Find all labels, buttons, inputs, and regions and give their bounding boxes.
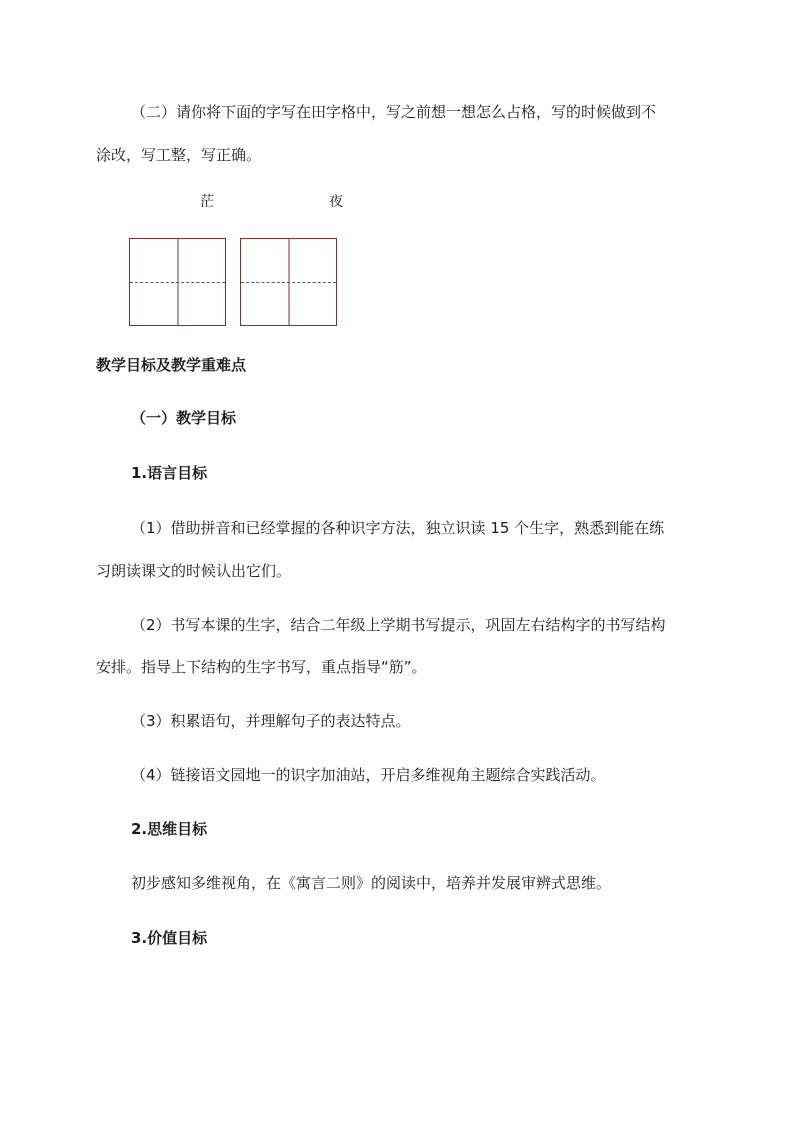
- section-title: 教学目标及教学重难点: [96, 356, 247, 374]
- item2-line2: 安排。指导上下结构的生字书写，重点指导“筋”。: [96, 658, 427, 676]
- goal2-text: 初步感知多维视角，在《寓言二则》的阅读中，培养并发展审辨式思维。: [131, 874, 612, 892]
- item1-line1: （1）借助拼音和已经掌握的各种识字方法，独立识读 15 个生字，熟悉到能在练: [131, 519, 665, 537]
- practice-char-2: 夜: [329, 194, 343, 210]
- exercise-instruction-line1: （二）请你将下面的字写在田字格中，写之前想一想怎么占格，写的时候做到不: [131, 103, 657, 121]
- item1-line2: 习朗读课文的时候认出它们。: [96, 562, 292, 580]
- goal2-heading: 2.思维目标: [131, 820, 208, 838]
- tian-grid-box-2: [240, 238, 337, 326]
- item4-text: （4）链接语文园地一的识字加油站，开启多维视角主题综合实践活动。: [131, 766, 606, 784]
- grid-horizontal-dashed-line: [241, 282, 336, 283]
- practice-char-1: 茫: [200, 194, 214, 210]
- section-subtitle: （一）教学目标: [131, 409, 237, 427]
- item3-text: （3）积累语句，并理解句子的表达特点。: [131, 712, 411, 730]
- tian-grid-box-1: [129, 238, 226, 326]
- grid-horizontal-dashed-line: [130, 282, 225, 283]
- item2-line1: （2）书写本课的生字，结合二年级上学期书写提示，巩固左右结构字的书写结构: [131, 616, 666, 634]
- goal3-heading: 3.价值目标: [131, 929, 208, 947]
- goal1-heading: 1.语言目标: [131, 464, 208, 482]
- exercise-instruction-line2: 涂改，写工整，写正确。: [96, 146, 262, 164]
